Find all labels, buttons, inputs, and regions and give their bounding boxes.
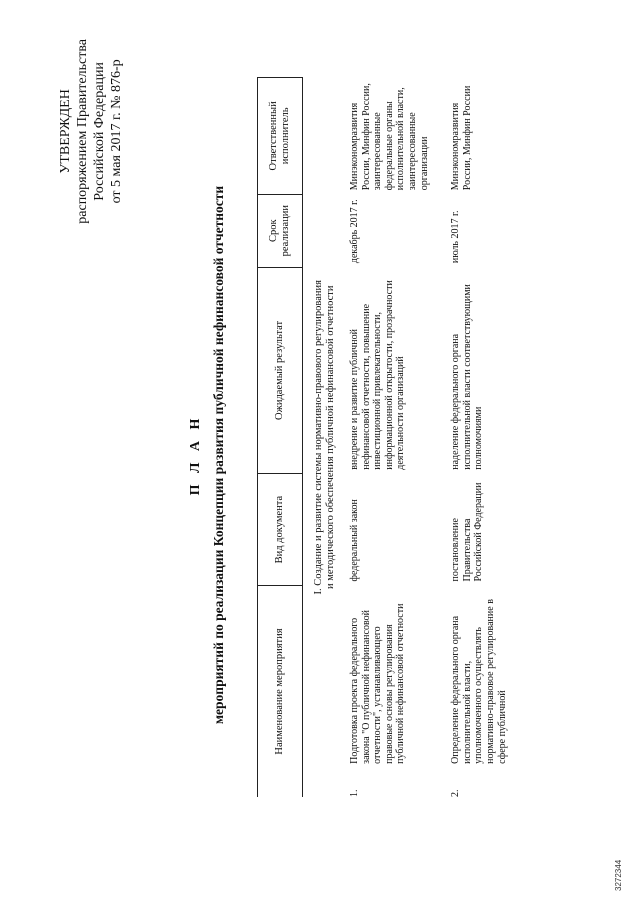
header-name: Наименование мероприятия [258,586,303,797]
row-result: наделение федерального органа исполнительной власти соответствующими полномочиями [450,284,485,470]
document-title [187,15,229,895]
table-row [343,78,444,798]
approval-heading: УТВЕРЖДЕН [58,89,73,174]
row-name: Определение федерального органа исполнительной власти, уполномоченного осуществлять нормативно-правовое регулирование в сфере публичной [450,599,508,764]
row-number: 2. [450,789,462,797]
document-code: 3272344 [614,859,623,891]
header-responsible: Ответственный исполнитель [258,78,303,195]
row-type: постановление Правительства Российской Федерации [450,482,485,582]
section-row [303,78,344,798]
approval-line-4: от 5 мая 2017 г. № 876-р [109,59,124,204]
table-header-row [258,78,303,798]
approval-line-3: Российской Федерации [92,62,107,201]
row-responsible: Минэкономразвития России, Минфин России, заинтересованные федеральные органы исполнительной власти, заинтересованные организации [349,83,430,191]
row-type: федеральный закон [349,499,360,582]
approval-line-2: распоряжением Правительства [75,39,90,224]
section-title-line-1: I. Создание и развитие системы нормативно-правового регулирования [313,280,324,595]
row-number: 1. [349,789,360,797]
header-result: Ожидаемый результат [258,267,303,474]
row-name: Подготовка проекта федерального закона "О публичной нефинансовой отчетности", устанавливающего правовые основы регулирования публичной нефинансовой отчетности [349,603,407,764]
row-responsible: Минэкономразвития России, Минфин России [450,85,473,191]
title-plan: П Л А Н [188,414,203,496]
row-term: декабрь 2017 г. [349,199,360,264]
header-type: Вид документа [258,474,303,586]
rotated-page-content [5,15,635,895]
approval-stamp [57,39,125,224]
row-result: внедрение и развитие публичной нефинансовой отчетности, повышение инвестиционной привлекательности, информационной открытости, прозрачности деятельности организаций [349,280,407,470]
plan-table [257,77,522,797]
section-title [303,78,344,798]
title-subject: мероприятий по реализации Концепции развития публичной нефинансовой отчетности [211,185,226,725]
row-term: июль 2017 г. [450,210,462,264]
table-row [444,78,522,798]
section-title-line-2: и методического обеспечения публичной нефинансовой отчетности [325,285,336,590]
header-term: Срок реализации [258,194,303,267]
